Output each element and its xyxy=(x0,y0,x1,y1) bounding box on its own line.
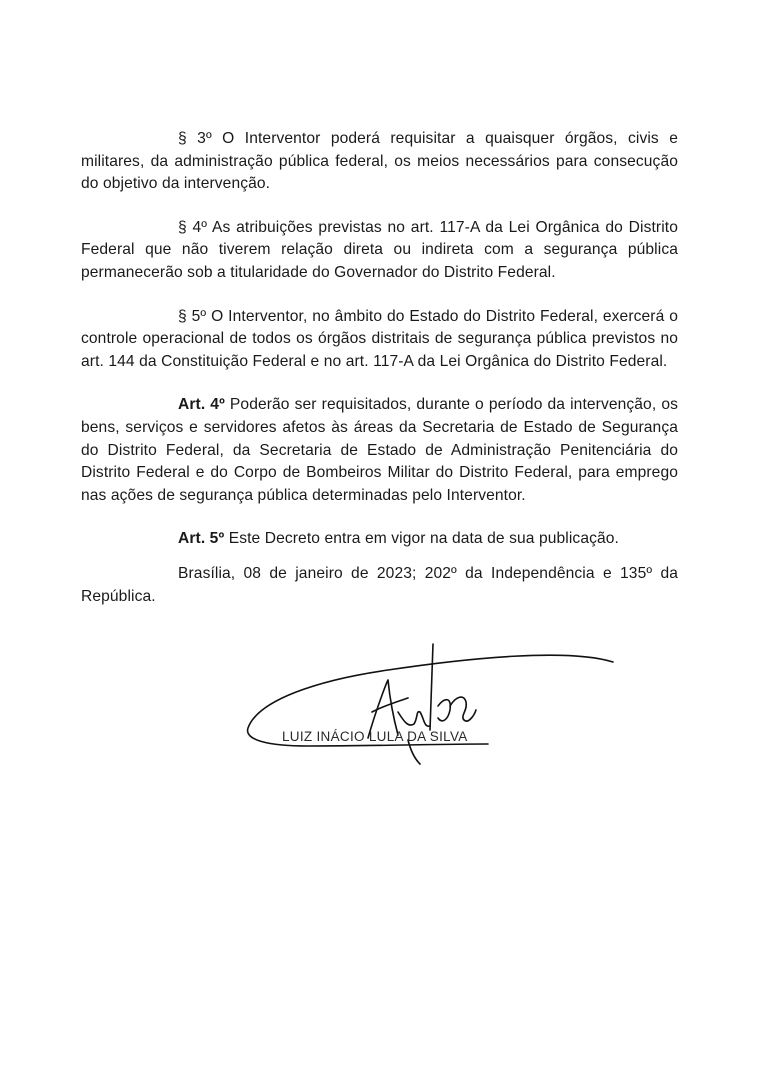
paragraph-article-5 xyxy=(81,528,678,551)
paragraph-section-5 xyxy=(81,306,678,374)
article-number: Art. 4º xyxy=(178,396,225,414)
handwritten-signature xyxy=(238,640,618,770)
signature-block xyxy=(238,640,618,770)
paragraph-text: § 4º As atribuições previstas no art. 117-A da Lei Orgânica do Distrito Federal que não tiverem relação direta ou indireta com a segurança pública permanecerão sob a titularidade do Governador do Distrito Federal. xyxy=(81,218,678,281)
signer-name: LUIZ INÁCIO LULA DA SILVA xyxy=(282,729,468,744)
paragraph-text: § 3º O Interventor poderá requisitar a quaisquer órgãos, civis e militares, da administração pública federal, os meios necessários para consecução do objetivo da intervenção. xyxy=(81,130,678,193)
paragraph-text: Este Decreto entra em vigor na data de sua publicação. xyxy=(224,530,619,548)
decree-body xyxy=(81,128,678,629)
date-line xyxy=(81,563,678,608)
paragraph-text: § 5º O Interventor, no âmbito do Estado do Distrito Federal, exercerá o controle operacional de todos os órgãos distritais de segurança pública previstos no art. 144 da Constituição Federal e no art. 117-A da Lei Orgânica do Distrito Federal. xyxy=(81,307,678,370)
paragraph-section-4 xyxy=(81,217,678,285)
paragraph-article-4 xyxy=(81,394,678,507)
paragraph-text: Brasília, 08 de janeiro de 2023; 202º da Independência e 135º da República. xyxy=(81,564,678,605)
paragraph-text: Poderão ser requisitados, durante o período da intervenção, os bens, serviços e servidores afetos às áreas da Secretaria de Estado de Segurança do Distrito Federal, da Secretaria de Estado de Administração Penitenciária do Distrito Federal e do Corpo de Bombeiros Militar do Distrito Federal, para emprego nas ações de segurança pública determinadas pelo Interventor. xyxy=(81,396,678,504)
article-number: Art. 5º xyxy=(178,530,225,548)
paragraph-section-3 xyxy=(81,128,678,196)
